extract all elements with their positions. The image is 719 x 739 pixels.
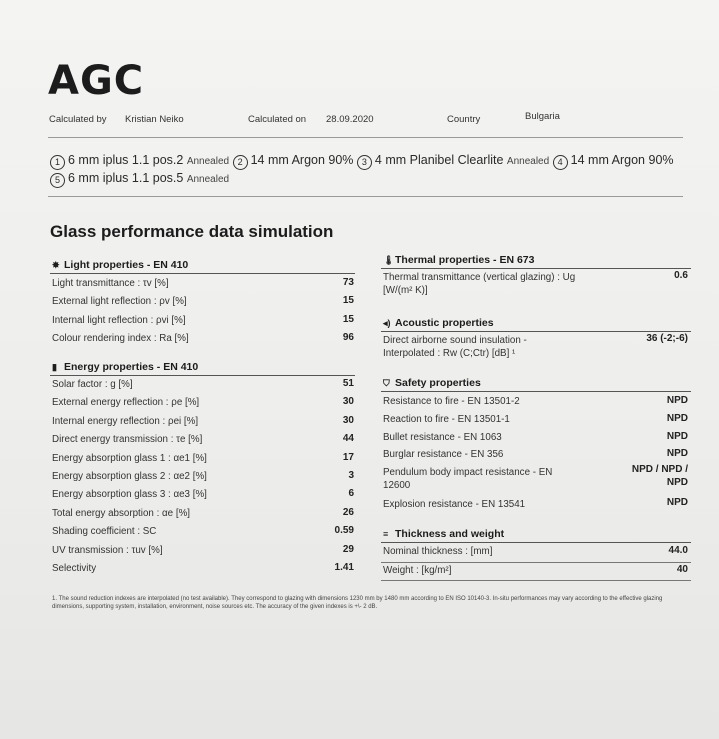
safety-properties-heading: ⛉ Safety properties xyxy=(383,377,481,389)
config-divider xyxy=(48,196,683,197)
glass-configuration xyxy=(50,152,680,188)
acoustic-label-2: Interpolated : Rw (C;Ctr) [dB] ¹ xyxy=(383,348,516,359)
country-value: Bulgaria xyxy=(525,111,560,122)
table-row-value: 15 xyxy=(342,295,354,307)
table-row-value: 73 xyxy=(342,277,354,288)
table-row-label: Solar factor : g [%] xyxy=(52,379,133,390)
acoustic-value: 36 (-2;-6) xyxy=(646,333,688,344)
table-row-value: 1.41 xyxy=(334,562,354,573)
calculated-on-label: Calculated on xyxy=(248,114,307,125)
table-row-value: 51 xyxy=(342,378,354,389)
acoustic-label-1: Direct airborne sound insulation - xyxy=(383,335,527,346)
pendulum-value-1: NPD / NPD / xyxy=(631,464,688,475)
layer-5: 5 6 mm iplus 1.1 pos.5 Annealed xyxy=(50,171,229,185)
table-row-label: Total energy absorption : αe [%] xyxy=(52,507,190,519)
table-row-value: 30 xyxy=(342,414,354,426)
table-row-value: 26 xyxy=(342,506,354,518)
table-row-label: Light transmittance : τv [%] xyxy=(52,278,169,289)
table-row-value: NPD xyxy=(666,395,688,406)
speaker-icon: ◂) xyxy=(383,318,391,328)
table-row-label: Bullet resistance - EN 1063 xyxy=(383,431,502,443)
table-row-value: 3 xyxy=(348,470,354,481)
table-row-label: Internal energy reflection : ρei [%] xyxy=(52,415,199,427)
explosion-value: NPD xyxy=(666,497,688,508)
footnote: 1. The sound reduction indexes are interpolated (no test available). They correspond to glazing with dimensions 1230 mm by 1480 mm according to EN ISO 10140-3. In-situ performances may vary according to the effective glazing dimensions, supporting system, installation, environment, noise sources etc. The accuracy of the given indexes is +\- 2 dB. xyxy=(52,596,663,610)
table-row-value: 96 xyxy=(342,331,354,343)
layer-2: 2 14 mm Argon 90% xyxy=(233,153,354,167)
table-row-label: Internal light reflection : ρvi [%] xyxy=(52,314,186,326)
table-row-value: NPD xyxy=(666,448,688,460)
layer-4: 4 14 mm Argon 90% xyxy=(553,153,674,167)
table-row-value: 6 xyxy=(348,488,354,500)
table-row-value: 40 xyxy=(676,563,688,575)
thickness-heading: ≡ Thickness and weight xyxy=(383,528,505,540)
table-row-value: 17 xyxy=(342,451,354,463)
table-row-value: 29 xyxy=(342,543,354,555)
light-properties-heading: ✸ Light properties - EN 410 xyxy=(52,259,189,271)
table-row-value: 0.59 xyxy=(334,525,354,537)
calculated-by-label: Calculated by xyxy=(49,114,107,125)
row-divider xyxy=(381,562,691,563)
table-row-label: UV transmission : τuv [%] xyxy=(52,544,163,556)
acoustic-properties-heading: ◂) Acoustic properties xyxy=(383,317,494,329)
table-row-value: NPD xyxy=(666,430,688,442)
table-row-label: External energy reflection : ρe [%] xyxy=(52,397,200,409)
calculated-by-value: Kristian Neiko xyxy=(125,114,184,125)
thermal-label-1: Thermal transmittance (vertical glazing) : Ug xyxy=(383,272,576,283)
table-row-label: External light reflection : ρv [%] xyxy=(52,296,187,308)
thermal-heading-line xyxy=(381,268,691,269)
thickness-heading-line xyxy=(381,542,691,543)
pendulum-value-2: NPD xyxy=(666,477,688,488)
table-row-label: Reaction to fire - EN 13501-1 xyxy=(383,413,510,425)
agc-logo: AGC xyxy=(48,58,145,104)
table-row-value: 44.0 xyxy=(668,545,688,556)
country-label: Country xyxy=(447,114,481,125)
table-row-label: Burglar resistance - EN 356 xyxy=(383,449,504,461)
thermometer-icon: 🌡︎ xyxy=(383,255,395,265)
table-row-value: 44 xyxy=(342,433,354,445)
pendulum-label-2: 12600 xyxy=(383,480,411,491)
table-row-label: Shading coefficient : SC xyxy=(52,526,157,538)
table-row-label: Energy absorption glass 1 : αe1 [%] xyxy=(52,452,207,464)
table-row-label: Weight : [kg/m²] xyxy=(383,564,452,576)
sun-icon: ✸ xyxy=(52,260,60,270)
table-row-value: NPD xyxy=(666,412,688,424)
layer-1: 1 6 mm iplus 1.1 pos.2 Annealed xyxy=(50,153,229,167)
table-row-label: Nominal thickness : [mm] xyxy=(383,546,493,557)
layers-icon: ≡ xyxy=(383,529,389,539)
table-row-value: 30 xyxy=(342,396,354,408)
table-row-label: Energy absorption glass 2 : αe2 [%] xyxy=(52,471,207,482)
table-row-label: Resistance to fire - EN 13501-2 xyxy=(383,396,520,407)
page-title: Glass performance data simulation xyxy=(50,222,334,241)
table-row-label: Direct energy transmission : τe [%] xyxy=(52,434,203,446)
energy-properties-heading: ▮ Energy properties - EN 410 xyxy=(52,361,199,373)
table-row-label: Colour rendering index : Ra [%] xyxy=(52,332,189,344)
energy-heading-line xyxy=(50,375,355,376)
safety-heading-line xyxy=(381,391,691,392)
table-row-label: Energy absorption glass 3 : αe3 [%] xyxy=(52,489,207,501)
row-divider xyxy=(381,580,691,581)
shield-icon: ⛉ xyxy=(383,378,390,388)
explosion-label: Explosion resistance - EN 13541 xyxy=(383,499,526,510)
thermal-value: 0.6 xyxy=(674,270,688,281)
layer-3: 3 4 mm Planibel Clearlite Annealed xyxy=(357,153,549,167)
thermal-properties-heading: 🌡︎Thermal properties - EN 673 xyxy=(383,254,535,266)
header-divider xyxy=(48,137,683,138)
table-row-value: 15 xyxy=(342,313,354,325)
calculated-on-value: 28.09.2020 xyxy=(326,114,374,125)
battery-icon: ▮ xyxy=(52,362,57,372)
table-row-label: Selectivity xyxy=(52,563,97,574)
pendulum-label-1: Pendulum body impact resistance - EN xyxy=(383,467,553,478)
acoustic-heading-line xyxy=(381,331,691,332)
thermal-label-2: [W/(m² K)] xyxy=(383,285,428,296)
light-heading-line xyxy=(50,273,355,274)
